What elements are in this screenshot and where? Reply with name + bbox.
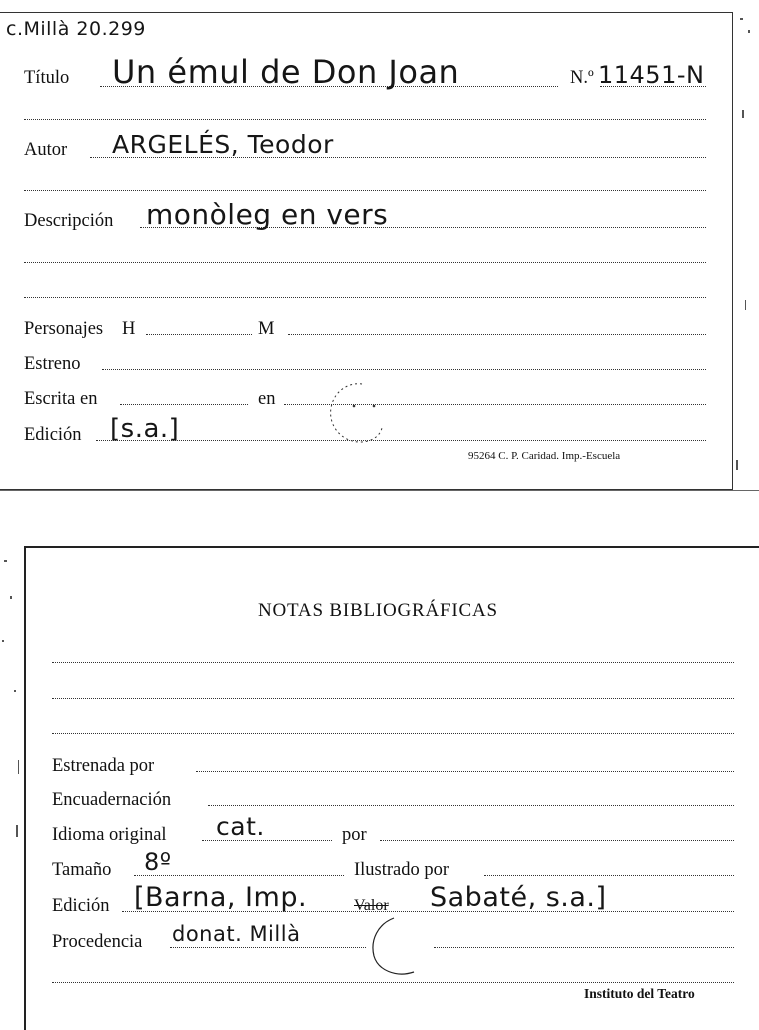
- procedencia-line-2: [434, 947, 734, 948]
- institution-imprint: Instituto del Teatro: [584, 986, 695, 1001]
- printer-imprint: 95264 C. P. Caridad. Imp.-Escuela: [468, 450, 621, 462]
- scan-speck: [742, 110, 744, 118]
- card-edge-line: [0, 490, 759, 491]
- idioma-label: Idioma original: [52, 825, 167, 845]
- titulo-value: Un émul de Don Joan: [112, 53, 460, 91]
- personajes-h-label: H: [122, 319, 136, 339]
- descripcion-extra-line-2: [24, 297, 706, 298]
- procedencia-value: donat. Millà: [172, 922, 301, 946]
- corner-note: c.Millà 20.299: [6, 18, 146, 40]
- edicion2-value-b: Sabaté, s.a.]: [430, 882, 607, 913]
- personajes-label: Personajes: [24, 319, 104, 339]
- stamp-mark-1: [328, 382, 388, 446]
- estrenada-line: [196, 771, 734, 772]
- scan-speck: [16, 825, 18, 837]
- notas-line-3: [52, 733, 734, 734]
- stamp-mark-2: [368, 916, 428, 980]
- scan-speck: [748, 30, 750, 33]
- procedencia-label: Procedencia: [52, 932, 143, 952]
- descripcion-extra-line-1: [24, 262, 706, 263]
- tamano-value: 8º: [144, 848, 172, 876]
- edicion-value: [s.a.]: [110, 414, 180, 444]
- scan-speck: [4, 560, 7, 562]
- procedencia-extra-line: [52, 982, 734, 983]
- escrita-en-label: en: [258, 389, 276, 409]
- edicion2-struck-word: Valor: [354, 897, 389, 914]
- scan-speck: [740, 18, 743, 20]
- notas-heading: NOTAS BIBLIOGRÁFICAS: [258, 600, 498, 621]
- estrenada-label: Estrenada por: [52, 756, 155, 776]
- estreno-label: Estreno: [24, 354, 81, 374]
- numero-label: N.º: [570, 68, 594, 88]
- scan-speck: [14, 690, 16, 692]
- personajes-m-label: M: [258, 319, 275, 339]
- edicion2-label: Edición: [52, 896, 110, 916]
- ilustrado-line: [484, 875, 734, 876]
- ilustrado-label: Ilustrado por: [354, 860, 450, 880]
- encuadernacion-line: [208, 805, 734, 806]
- descripcion-value: monòleg en vers: [146, 198, 389, 231]
- procedencia-line-1: [170, 947, 366, 948]
- personajes-h-line: [146, 334, 252, 335]
- scan-speck: [10, 596, 12, 599]
- encuadernacion-label: Encuadernación: [52, 790, 172, 810]
- autor-value: ARGELÉS, Teodor: [112, 130, 334, 159]
- escrita-line-1: [120, 404, 248, 405]
- titulo-extra-line: [24, 119, 706, 120]
- descripcion-label: Descripción: [24, 211, 114, 231]
- estreno-line: [102, 369, 706, 370]
- personajes-m-line: [288, 334, 706, 335]
- notas-line-2: [52, 698, 734, 699]
- numero-value: 11451-N: [598, 61, 705, 89]
- scan-speck: [736, 460, 738, 470]
- scan-speck: [18, 760, 19, 774]
- idioma-por-line: [380, 840, 734, 841]
- edicion2-value-a: [Barna, Imp.: [134, 882, 308, 913]
- notas-line-1: [52, 662, 734, 663]
- scan-speck: [745, 300, 746, 310]
- idioma-value: cat.: [216, 812, 265, 841]
- titulo-label: Título: [24, 68, 70, 88]
- idioma-por-label: por: [342, 825, 367, 845]
- autor-label: Autor: [24, 140, 68, 160]
- tamano-label: Tamaño: [52, 860, 112, 880]
- autor-extra-line: [24, 190, 706, 191]
- escrita-label: Escrita en: [24, 389, 98, 409]
- edicion-line: [96, 440, 706, 441]
- scan-speck: [2, 640, 4, 642]
- edicion-label: Edición: [24, 425, 82, 445]
